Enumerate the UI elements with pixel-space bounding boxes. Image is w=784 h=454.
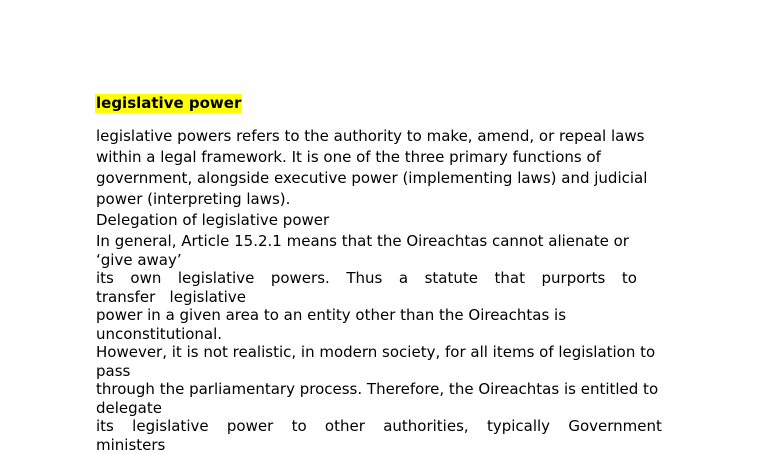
section-heading: legislative power: [95, 94, 242, 113]
word: authorities,: [383, 417, 468, 436]
word: powers.: [271, 269, 330, 288]
word: purports: [542, 269, 606, 288]
paragraph-line: ‘give away’: [96, 251, 696, 270]
word: other: [325, 417, 365, 436]
word: a: [399, 269, 408, 288]
paragraph-line: through the parliamentary process. Therefore, the Oireachtas is entitled to: [96, 380, 696, 399]
word: Thus: [346, 269, 382, 288]
paragraph-line: pass: [96, 362, 696, 381]
paragraph-line: power in a given area to an entity other than the Oireachtas is: [96, 306, 696, 325]
word: typically: [487, 417, 550, 436]
justified-line: [96, 417, 662, 436]
word: Government: [568, 417, 662, 436]
word: to: [622, 269, 637, 288]
body-paragraph: [96, 232, 696, 454]
paragraph-line: unconstitutional.: [96, 325, 696, 344]
paragraph-line: ministers: [96, 436, 696, 454]
word: its: [96, 417, 114, 436]
word: to: [292, 417, 307, 436]
word: power: [227, 417, 273, 436]
intro-paragraph: [96, 126, 696, 210]
paragraph-line: delegate: [96, 399, 696, 418]
word: statute: [425, 269, 478, 288]
paragraph-line: transfer legislative: [96, 288, 696, 307]
paragraph-line: power (interpreting laws).: [96, 189, 696, 210]
word: own: [130, 269, 161, 288]
word: its: [96, 269, 114, 288]
paragraph-line: In general, Article 15.2.1 means that the Oireachtas cannot alienate or: [96, 232, 696, 251]
paragraph-line: within a legal framework. It is one of the three primary functions of: [96, 147, 696, 168]
word: legislative: [178, 269, 254, 288]
paragraph-line: government, alongside executive power (implementing laws) and judicial: [96, 168, 696, 189]
subheading-text: Delegation of legislative power: [96, 211, 696, 230]
justified-line: [96, 269, 637, 288]
subheading-paragraph: [96, 211, 696, 230]
paragraph-line: However, it is not realistic, in modern society, for all items of legislation to: [96, 343, 696, 362]
word: that: [495, 269, 525, 288]
word: legislative: [132, 417, 208, 436]
paragraph-line: legislative powers refers to the authority to make, amend, or repeal laws: [96, 126, 696, 147]
